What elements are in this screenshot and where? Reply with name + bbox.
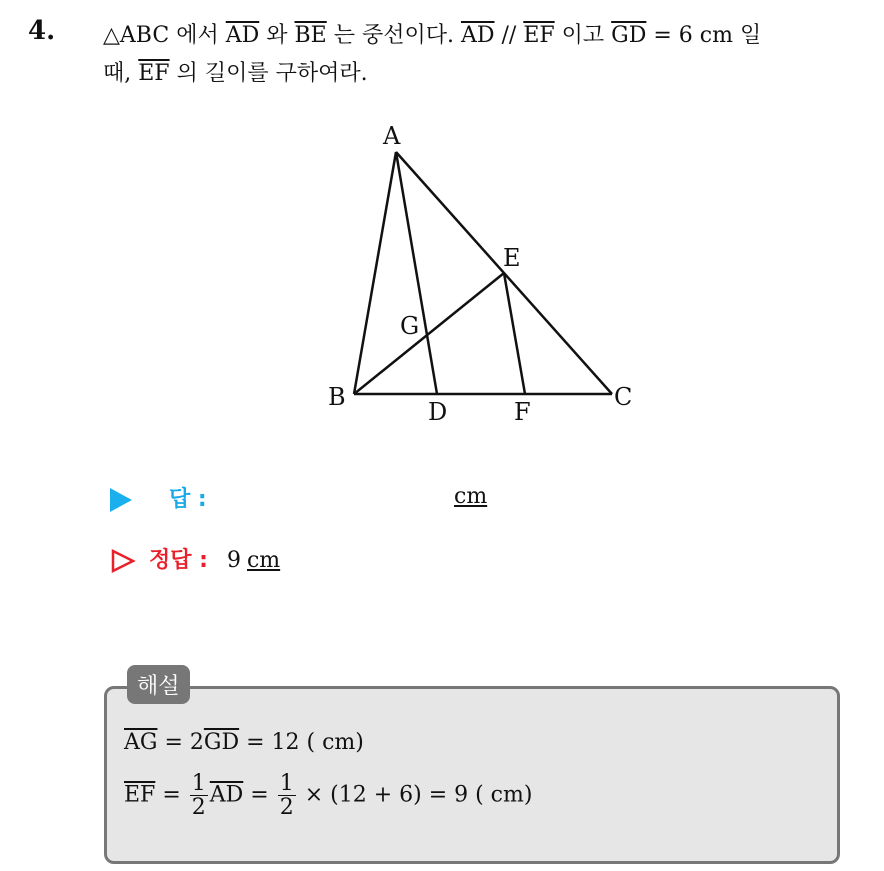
text: = (243, 782, 276, 808)
fraction-numerator: 1 (279, 771, 294, 796)
correct-answer-row (110, 543, 280, 574)
correct-value: 9 (226, 548, 241, 573)
edge-ab (354, 152, 396, 394)
point-label-b: B (328, 383, 346, 411)
answer-row (110, 482, 207, 513)
fraction-one-half (190, 772, 208, 819)
text: 이고 (554, 23, 612, 48)
solution-line-2 (124, 772, 532, 819)
point-label-g: G (400, 312, 420, 340)
segment-be: $\overline{BE}$ (294, 23, 327, 48)
text: = 6 cm 일 (646, 23, 762, 48)
play-icon (110, 488, 132, 512)
median-ad (396, 152, 437, 394)
segment-ef: $\overline{EF}$ (523, 23, 555, 48)
answer-unit: cm (454, 484, 488, 509)
median-be (354, 273, 504, 394)
text: = (155, 782, 188, 808)
answer-input[interactable] (454, 484, 487, 509)
text: △ABC 에서 (103, 23, 226, 48)
text: 와 (259, 23, 295, 48)
problem-text-line-2 (103, 56, 368, 87)
text: 는 중선이다. (326, 23, 461, 48)
segment-gd: $\overline{GD}$ (611, 23, 647, 48)
text: // (494, 23, 524, 48)
correct-label: 정답 : (149, 548, 208, 573)
point-label-c: C (614, 383, 633, 411)
solution-line-1 (124, 730, 364, 755)
segment-ef: $\overline{EF}$ (124, 782, 156, 808)
triangle-diagram (300, 118, 660, 438)
point-label-f: F (514, 398, 531, 426)
point-label-a: A (383, 122, 401, 150)
answer-label: 답 : (169, 487, 207, 512)
fraction-one-half (278, 772, 296, 819)
text: = 2 (157, 730, 204, 755)
play-outline-icon (110, 548, 136, 574)
text: 때, (103, 61, 139, 86)
segment-ef: $\overline{EF}$ (138, 61, 170, 86)
solution-tag: 해설 (127, 665, 190, 704)
fraction-denominator: 2 (191, 795, 206, 821)
segment-ad: $\overline{AD}$ (225, 23, 260, 48)
problem-text-line-1 (103, 18, 761, 49)
text: × (12 + 6) = 9 ( cm) (297, 782, 533, 808)
text: = 12 ( cm) (239, 730, 364, 755)
segment-ad: $\overline{AD}$ (460, 23, 495, 48)
point-label-d: D (428, 398, 448, 426)
problem-number: 4. (28, 16, 56, 46)
fraction-numerator: 1 (191, 771, 206, 796)
segment-ag: $\overline{AG}$ (124, 730, 158, 755)
segment-gd: $\overline{GD}$ (203, 730, 240, 755)
correct-unit: cm (246, 548, 281, 573)
fraction-denominator: 2 (279, 795, 294, 821)
point-label-e: E (503, 244, 521, 272)
segment-ad: $\overline{AD}$ (209, 782, 244, 808)
text: 의 길이를 구하여라. (169, 61, 368, 86)
